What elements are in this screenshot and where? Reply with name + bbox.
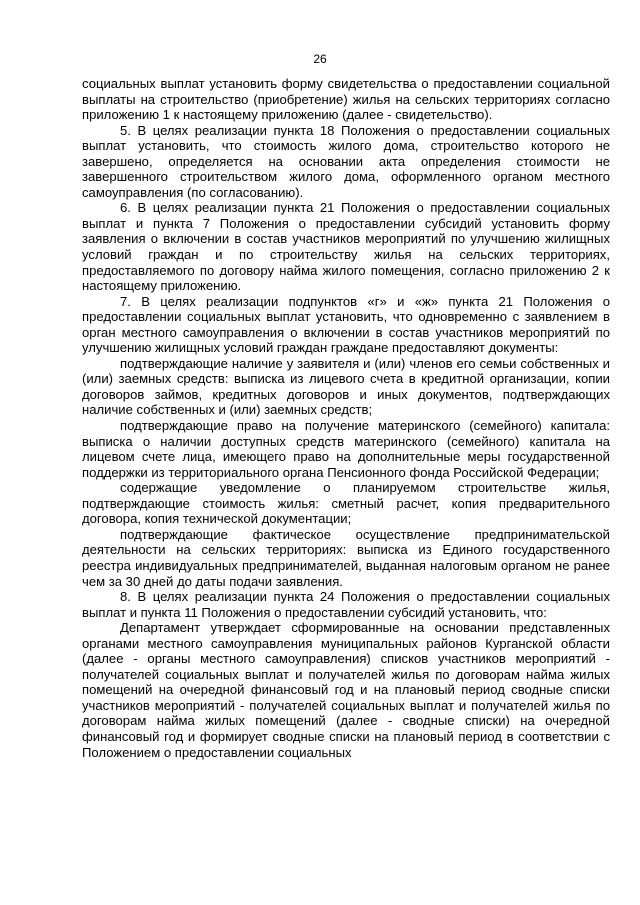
paragraph-item-6: 6. В целях реализации пункта 21 Положения о предоставлении социальных выплат и пункта 7 Положения о предоставлении субсидий установить форму заявления о включении в состав участников мероприятий по улучшению жилищных условий граждан и по строительству жилья на сельских территориях, предоставляемого по договору найма жилого помещения, согласно приложению 2 к настоящему приложению. bbox=[82, 200, 610, 294]
paragraph-department: Департамент утверждает сформированные на основании представленных органами местного самоуправления муниципальных районов Курганской области (далее - органы местного самоуправления) списков участников мероприятий - получателей социальных выплат и получателей жилья по договорам найма жилых помещений на очередной финансовый год и на плановый период сводные списки участников мероприятий - получателей социальных выплат и получателей жилья по договорам найма жилых помещений (далее - сводные списки) на очередной финансовый год и формирует сводные списки на плановый период в соответствии с Положением о предоставлении социальных bbox=[82, 620, 610, 760]
paragraph-documents-maternity-capital: подтверждающие право на получение материнского (семейного) капитала: выписка о наличии доступных средств материнского (семейного) капитала на лицевом счете лица, имеющего право на дополнительные меры государственной поддержки из территориального органа Пенсионного фонда Российской Федерации; bbox=[82, 418, 610, 480]
paragraph-documents-construction: содержащие уведомление о планируемом строительстве жилья, подтверждающие стоимость жилья: сметный расчет, копия предварительного договора, копия технической документации; bbox=[82, 480, 610, 527]
paragraph-continuation: социальных выплат установить форму свидетельства о предоставлении социальной выплаты на строительство (приобретение) жилья на сельских территориях согласно приложению 1 к настоящему приложению (далее - свидетельство). bbox=[82, 76, 610, 123]
paragraph-item-5: 5. В целях реализации пункта 18 Положения о предоставлении социальных выплат установить, что стоимость жилого дома, строительство которого не завершено, определяется на основании акта определения стоимости не завершенного строительством жилого дома, оформленного органом местного самоуправления (по согласованию). bbox=[82, 122, 610, 200]
paragraph-item-7: 7. В целях реализации подпунктов «г» и «ж» пункта 21 Положения о предоставлении социальных выплат установить, что одновременно с заявлением в орган местного самоуправления о включении в состав участников мероприятий по улучшению жилищных условий граждан граждане предоставляют документы: bbox=[82, 293, 610, 356]
document-body bbox=[82, 76, 610, 760]
paragraph-documents-funds: подтверждающие наличие у заявителя и (или) членов его семьи собственных и (или) заемных средств: выписка из лицевого счета в кредитной организации, копии договоров займов, кредитных договоров и иных документов, подтверждающих наличие собственных и (или) заемных средств; bbox=[82, 355, 610, 418]
page-number: 26 bbox=[313, 52, 327, 66]
paragraph-item-8: 8. В целях реализации пункта 24 Положения о предоставлении социальных выплат и пункта 11 Положения о предоставлении субсидий установить, что: bbox=[82, 589, 610, 620]
paragraph-documents-entrepreneur: подтверждающие фактическое осуществление предпринимательской деятельности на сельских территориях: выписка из Единого государственного реестра индивидуальных предпринимателей, выданная налоговым органом не ранее чем за 30 дней до даты подачи заявления. bbox=[82, 526, 610, 589]
